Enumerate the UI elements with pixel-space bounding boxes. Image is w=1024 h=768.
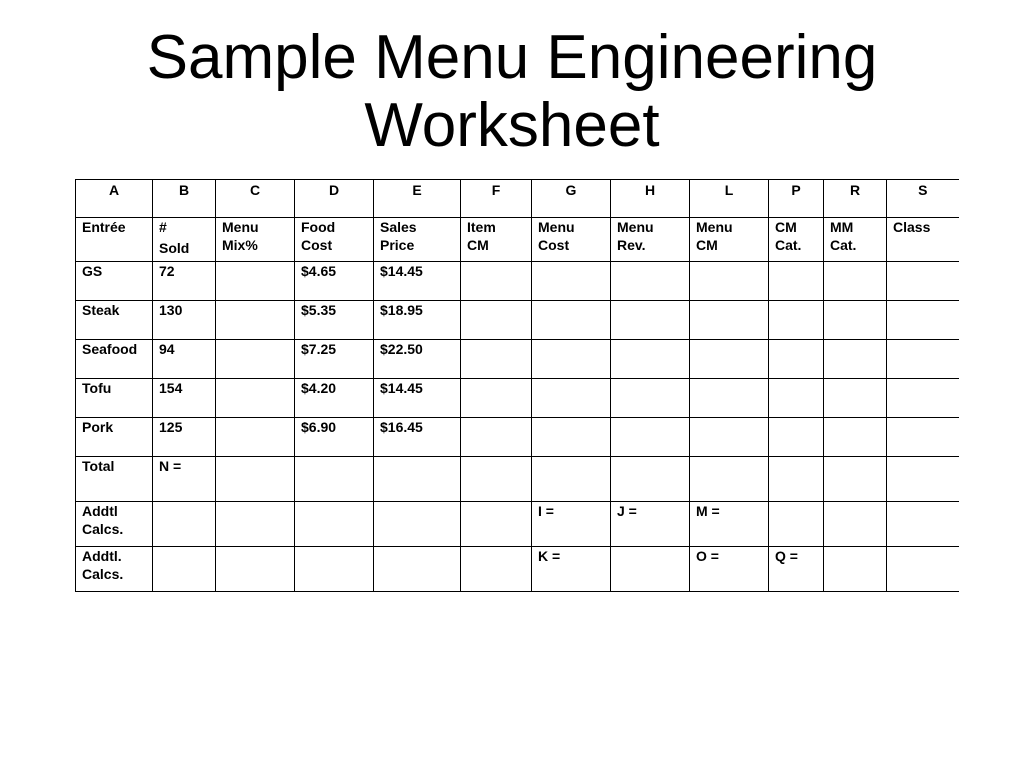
calc-label (76, 547, 153, 592)
column-letter: B (153, 180, 216, 218)
cell-food-cost: $7.25 (295, 340, 374, 379)
cell-empty (824, 418, 887, 457)
cell-sold: 130 (153, 301, 216, 340)
header-sold (153, 218, 216, 262)
cell-empty (461, 547, 532, 592)
cell-empty (690, 301, 769, 340)
cell-empty (611, 457, 690, 502)
cell-entree: Steak (76, 301, 153, 340)
menu-engineering-table (75, 179, 959, 592)
table-row (76, 418, 959, 457)
column-letter: C (216, 180, 295, 218)
cell-empty (769, 379, 824, 418)
cell-empty (824, 262, 887, 301)
calc-m: M = (690, 502, 769, 547)
header-class (887, 218, 959, 262)
calc-label (76, 502, 153, 547)
header-text: Item (467, 219, 496, 235)
cell-sales-price: $22.50 (374, 340, 461, 379)
cell-empty (824, 502, 887, 547)
cell-empty (887, 418, 959, 457)
cell-empty (532, 418, 611, 457)
cell-empty (769, 340, 824, 379)
header-text: Price (380, 237, 415, 253)
cell-empty (690, 457, 769, 502)
header-text: CM (775, 219, 797, 235)
total-row (76, 457, 959, 502)
cell-empty (611, 262, 690, 301)
cell-mix (216, 418, 295, 457)
column-letter: D (295, 180, 374, 218)
header-menu-rev (611, 218, 690, 262)
header-text: CM (696, 237, 718, 253)
cell-empty (461, 379, 532, 418)
cell-empty (532, 457, 611, 502)
header-text: Cost (538, 237, 570, 253)
cell-empty (887, 502, 959, 547)
cell-empty (461, 340, 532, 379)
header-text: Cat. (830, 237, 857, 253)
cell-entree: Tofu (76, 379, 153, 418)
header-text: Class (893, 219, 931, 235)
header-sales-price (374, 218, 461, 262)
cell-sales-price: $16.45 (374, 418, 461, 457)
cell-empty (295, 457, 374, 502)
cell-empty (461, 457, 532, 502)
cell-sold: 154 (153, 379, 216, 418)
header-text: CM (467, 237, 489, 253)
column-letter: L (690, 180, 769, 218)
cell-food-cost: $4.20 (295, 379, 374, 418)
cell-empty (887, 547, 959, 592)
cell-empty (611, 340, 690, 379)
cell-empty (532, 262, 611, 301)
cell-entree: Seafood (76, 340, 153, 379)
cell-empty (532, 379, 611, 418)
column-letter: E (374, 180, 461, 218)
table-row (76, 379, 959, 418)
calc-q: Q = (769, 547, 824, 592)
header-menu-cm (690, 218, 769, 262)
header-mm-cat (824, 218, 887, 262)
cell-mix (216, 340, 295, 379)
table-row (76, 301, 959, 340)
calc-label-line: Calcs. (82, 566, 124, 582)
cell-entree: GS (76, 262, 153, 301)
cell-empty (887, 301, 959, 340)
calc-i: I = (532, 502, 611, 547)
addtl-calcs-row-2 (76, 547, 959, 592)
cell-empty (295, 547, 374, 592)
calc-label-line: Calcs. (82, 521, 124, 537)
cell-empty (153, 547, 216, 592)
cell-empty (461, 301, 532, 340)
cell-empty (887, 340, 959, 379)
calc-j: J = (611, 502, 690, 547)
cell-empty (611, 379, 690, 418)
cell-empty (216, 457, 295, 502)
header-text: Rev. (617, 237, 646, 253)
header-text: Sales (380, 219, 417, 235)
cell-empty (611, 301, 690, 340)
header-entree (76, 218, 153, 262)
header-text: Cost (301, 237, 333, 253)
cell-food-cost: $6.90 (295, 418, 374, 457)
cell-empty (532, 340, 611, 379)
cell-empty (374, 502, 461, 547)
cell-empty (690, 379, 769, 418)
calc-label-line: Addtl. (82, 548, 122, 564)
cell-empty (690, 340, 769, 379)
header-text: Food (301, 219, 336, 235)
header-text: Menu (696, 219, 733, 235)
cell-empty (611, 418, 690, 457)
column-letter: F (461, 180, 532, 218)
header-text: Mix% (222, 237, 258, 253)
calc-label-line: Addtl (82, 503, 118, 519)
cell-empty (532, 301, 611, 340)
cell-mix (216, 379, 295, 418)
cell-empty (824, 457, 887, 502)
header-text: MM (830, 219, 854, 235)
cell-empty (887, 379, 959, 418)
column-letter-row (76, 180, 959, 218)
cell-mix (216, 301, 295, 340)
cell-empty (216, 547, 295, 592)
cell-empty (611, 547, 690, 592)
cell-empty (769, 301, 824, 340)
column-letter: A (76, 180, 153, 218)
cell-food-cost: $4.65 (295, 262, 374, 301)
cell-empty (216, 502, 295, 547)
cell-empty (824, 340, 887, 379)
header-text: Menu (222, 219, 259, 235)
table-row (76, 262, 959, 301)
header-cm-cat (769, 218, 824, 262)
calc-o: O = (690, 547, 769, 592)
total-label: Total (76, 457, 153, 502)
title-line-1: Sample Menu Engineering (146, 23, 878, 92)
cell-empty (374, 547, 461, 592)
cell-empty (769, 502, 824, 547)
cell-empty (824, 379, 887, 418)
cell-empty (769, 457, 824, 502)
cell-empty (295, 502, 374, 547)
cell-empty (461, 502, 532, 547)
cell-sold: 94 (153, 340, 216, 379)
cell-sold: 125 (153, 418, 216, 457)
cell-empty (374, 457, 461, 502)
column-letter: H (611, 180, 690, 218)
column-letter: R (824, 180, 887, 218)
cell-empty (887, 457, 959, 502)
cell-empty (887, 262, 959, 301)
addtl-calcs-row-1 (76, 502, 959, 547)
title-line-2: Worksheet (364, 91, 660, 160)
slide-title (0, 24, 1024, 160)
header-text: Cat. (775, 237, 802, 253)
cell-entree: Pork (76, 418, 153, 457)
table-row (76, 340, 959, 379)
cell-sales-price: $18.95 (374, 301, 461, 340)
header-text: Entrée (82, 219, 126, 235)
cell-empty (769, 418, 824, 457)
header-text: Menu (617, 219, 654, 235)
calc-k: K = (532, 547, 611, 592)
total-sold-n: N = (153, 457, 216, 502)
cell-empty (690, 418, 769, 457)
cell-empty (769, 262, 824, 301)
cell-mix (216, 262, 295, 301)
cell-empty (153, 502, 216, 547)
header-text: # (159, 219, 167, 235)
cell-sold: 72 (153, 262, 216, 301)
column-letter: S (887, 180, 959, 218)
cell-food-cost: $5.35 (295, 301, 374, 340)
cell-empty (461, 418, 532, 457)
cell-empty (461, 262, 532, 301)
column-letter: G (532, 180, 611, 218)
column-letter: P (769, 180, 824, 218)
header-text: Menu (538, 219, 575, 235)
column-header-row (76, 218, 959, 262)
cell-sales-price: $14.45 (374, 262, 461, 301)
header-food-cost (295, 218, 374, 262)
header-menu-mix (216, 218, 295, 262)
header-item-cm (461, 218, 532, 262)
header-text: Sold (159, 240, 190, 256)
cell-empty (690, 262, 769, 301)
cell-sales-price: $14.45 (374, 379, 461, 418)
header-menu-cost (532, 218, 611, 262)
cell-empty (824, 547, 887, 592)
cell-empty (824, 301, 887, 340)
